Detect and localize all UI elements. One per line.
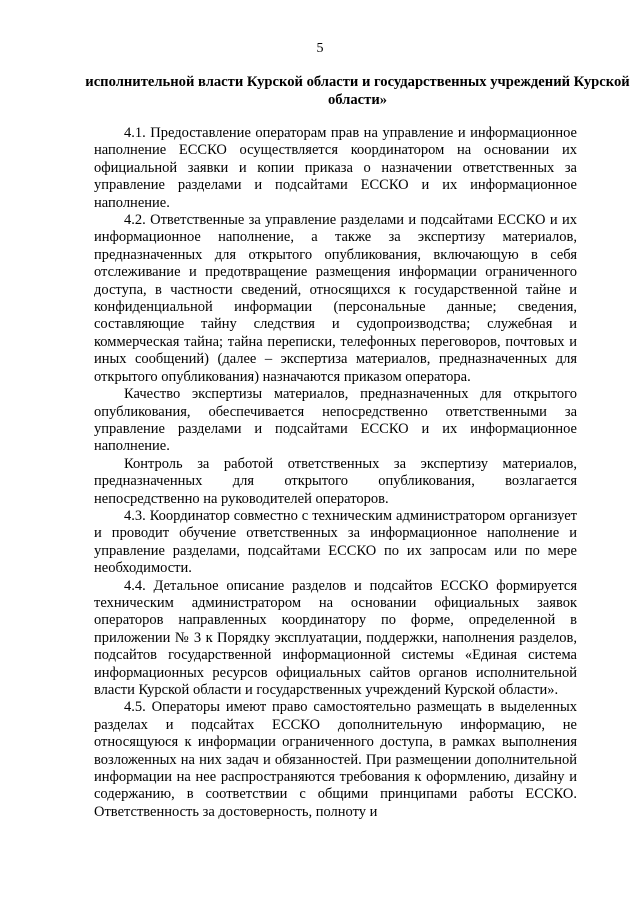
paragraph-control: Контроль за работой ответственных за экспертизу материалов, предназначенных для открытого опубликования, возлагается непосредственно на руководителей операторов. xyxy=(94,455,577,507)
paragraph-quality: Качество экспертизы материалов, предназначенных для открытого опубликования, обеспечивается непосредственно ответственными за управление разделами и подсайтами ЕССКО и их информационное наполнение. xyxy=(94,386,577,455)
document-body xyxy=(94,125,577,821)
page-number: 5 xyxy=(316,41,324,56)
paragraph-4-5: 4.5. Операторы имеют право самостоятельно размещать в выделенных разделах и подсайтах ЕССКО дополнительную информацию, не относящуюся к информации ограниченного доступа, в рамках выполнения возложенных на них задач и обязанностей. При размещении дополнительной информации на нее распространяются требования к оформлению, дизайну и содержанию, в соответствии с общими принципами работы ЕССКО. Ответственность за достоверность, полноту и xyxy=(94,699,577,820)
section-heading: исполнительной власти Курской области и государственных учреждений Курской области» xyxy=(85,74,630,108)
paragraph-4-4: 4.4. Детальное описание разделов и подсайтов ЕССКО формируется техническим администратором на основании официальных заявок операторов направленных координатору по форме, определенной в приложении № 3 к Порядку эксплуатации, поддержки, наполнения разделов, подсайтов государственной информационной системы «Единая система информационных ресурсов официальных сайтов органов исполнительной власти Курской области и государственных учреждений Курской области». xyxy=(94,577,577,698)
paragraph-4-3: 4.3. Координатор совместно с техническим администратором организует и проводит обучение ответственных за информационное наполнение и управление разделами, подсайтами ЕССКО по их запросам или по мере необходимости. xyxy=(94,507,577,577)
paragraph-4-2: 4.2. Ответственные за управление разделами и подсайтами ЕССКО и их информационное наполнение, а также за экспертизу материалов, предназначенных для открытого опубликования, включающую в себя отслеживание и предотвращение размещения информации ограниченного доступа, в частности сведений, относящихся к государственной тайне и конфиденциальной информации (персональные данные; сведения, составляющие тайну следствия и судопроизводства; служебная и коммерческая тайна; тайна переписки, телефонных переговоров, почтовых и иных сообщений) (далее – экспертиза материалов, предназначенных для открытого опубликования) назначаются приказом оператора. xyxy=(94,212,577,385)
paragraph-4-1: 4.1. Предоставление операторам прав на управление и информационное наполнение ЕССКО осуществляется координатором на основании их официальной заявки и копии приказа о назначении ответственных за управление разделами и подсайтами ЕССКО и их информационное наполнение. xyxy=(94,125,577,211)
